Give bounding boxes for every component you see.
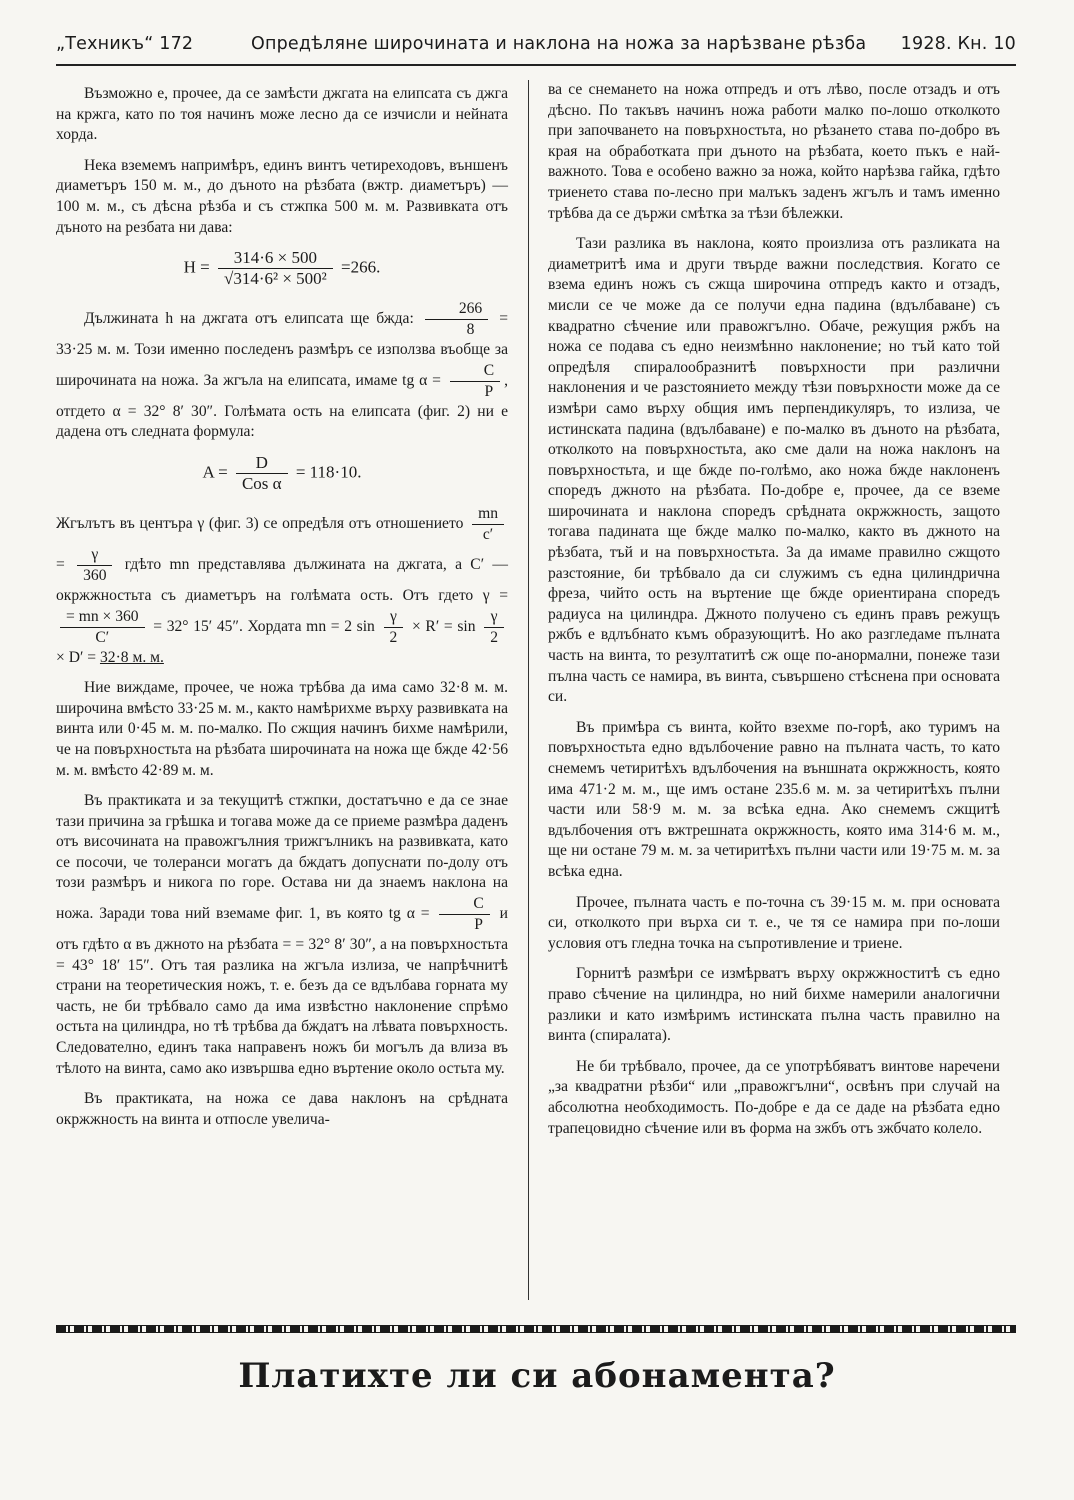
text-run: × R′ = sin: [411, 617, 476, 635]
numerator: C: [439, 894, 489, 915]
fraction: [439, 894, 489, 935]
fraction: [472, 504, 504, 545]
text-run: , отгдето α = 32° 8′ 30″. Голѣмата ость на елипсата (фиг. 2) ни е дадена отъ следната формула:: [56, 371, 508, 441]
paragraph: Не би трѣбвало, прочее, да се употрѣбяватъ винтове наречени „за квадратни рѣзби“ или „правожгълни“, освѣнъ при случай на абсолютна необходимость. По-добре е да се даде на рѣзбата едно трапецовидно сѣчение или въ форма на зжбъ отъ зжбчато колело.: [548, 1057, 1000, 1137]
paragraph: Ние виждаме, прочее, че ножа трѣбва да има само 32·8 м. м. широчина вмѣсто 33·25 м. м., както намѣрихме върху развивката на винта или 0·45 м. м. по-малко. По сжщия начинъ бихме намѣрили, че на повърхностьта на рѣзбата широчината на ножа ще бжде 42·56 м. м. вмѣсто 42·89 м. м.: [56, 679, 508, 779]
subscription-banner: Платихте ли си абонамента?: [238, 1356, 836, 1396]
formula-lhs: H =: [183, 257, 210, 277]
numerator: C: [450, 361, 500, 382]
denominator: P: [484, 382, 494, 400]
ornament-bar: [56, 1325, 1016, 1333]
paragraph: Прочее, пълната часть е по-точна съ 39·15 м. м. при основата си, отколкото при върха си т. е., че тя се намира при по-лоши условия отъ гледна точка на съпротивление и триене.: [548, 893, 1000, 952]
numerator: mn: [472, 504, 504, 525]
text-run: гдѣто mn представлява дължината на джгата, а C′ — окржжностьта съ диаметъръ на голѣмата ость. Отъ гдето γ =: [56, 556, 508, 604]
text-run: =: [56, 556, 65, 574]
paragraph: [56, 504, 508, 668]
fraction: [77, 545, 112, 586]
denominator: c′: [482, 525, 494, 543]
fraction: [450, 361, 500, 402]
text-run: = 32° 15′ 45″. Хордата mn = 2 sin: [153, 617, 375, 635]
formula-rhs: =266.: [341, 257, 381, 277]
denominator: 8: [466, 321, 475, 339]
paragraph: Нека вземемъ напримѣръ, единъ винтъ четиреходовъ, външенъ диаметъръ 150 м. м., до дъното на рѣзбата (вжтр. диаметъръ) — 100 м. м., съ дѣсна рѣзба и съ стжпка 500 м. м. Развивката отъ дъното на резбата ни дава:: [56, 156, 508, 236]
text-run: × D′ =: [56, 648, 97, 666]
text-run: = 33·25 м. м. Този именно последенъ размѣръ се използва въобще за широчината на ножа. За жгъла на елипсата, имаме tg α =: [56, 310, 508, 389]
numerator: 314·6 × 500: [218, 248, 333, 269]
fraction: [484, 607, 504, 648]
right-column: [548, 80, 1000, 1149]
paragraph: Тази разлика въ наклона, която произлиза отъ разликата на диаметритѣ има и други твърде важни последствия. Когато се взема единъ ножъ съ сжща широчина отпредъ както и отзадъ, мисли се че може да се получи една падина (вдълбаване) съ квадратно сѣчение или правожгълно. Обаче, режущия ржбъ на ножа се подава съ едно неизмѣнно наклонение; но тъй като той опредѣля спиралообразнитѣ повърхности при различни наклонения и че разстоянието между тѣзи повърхности може да се измѣри само върху общия имъ перпендикуляръ, то излиза, че истинската падина (вдълбаване) е по-малко въ дъното на рѣзбата, отколкото на повърхностьта, ако сме дали на ножа наклонъ на повърхностьта, и ще бжде по-голѣмо, ако ножа бжде наклоненъ споредъ джното на рѣзбата. По-добре е, прочее, да се вземе широчината и наклона споредъ срѣдната окржжность, защото тогава падината ще бжде малко по-малко, както въ джното на рѣзбата, тъй и на повърхностьта. За да имаме правилно сжщото разстояние, би трѣбвало да си служимъ съ една цилиндрична фреза, чийто ость на въртение ще бжде ориентирана споредъ радиуса на цилиндра. Джното получено съ единъ правъ режущъ ржбъ е вдлъбнато къмъ образующитѣ. Но ако разгледаме пълната часть на винта, то резултатитѣ сж още по-анормални, понеже тази пълна часть се намира, въ винта, съвършено стѣснена при основата си.: [548, 235, 1000, 706]
fraction: [384, 607, 404, 648]
paragraph: Горнитѣ размѣри се измѣрватъ върху окржжноститѣ съ едно право сѣчение на цилиндра, но ний бихме намерили аналогични разлики и като измѣримъ истинската пълна часть правилно на винта (спиралата).: [548, 965, 1000, 1045]
fraction: [425, 299, 488, 340]
fraction: [60, 607, 145, 648]
fraction: [236, 453, 288, 494]
denominator: C′: [95, 628, 110, 646]
paragraph: [56, 791, 508, 1079]
text-run: Въ практиката и за текущитѣ стжпки, достатъчно е да се знае тази причина за грѣшка и тогава може да се приеме размѣра даденъ отъ височината на правожгълния трижгълникъ на развивката, като се посочи, че толеранси могатъ да бждатъ допуснати по-долу отъ този размѣръ и никога по горе. Остава ни да знаемъ наклона на ножа. Заради това ний вземаме фиг. 1, въ която tg α =: [56, 792, 508, 923]
fraction: [218, 248, 333, 289]
column-divider: [528, 80, 529, 1300]
numerator: 266: [425, 299, 488, 320]
text-run: Дължината h на джгата отъ елипсата ще бжда:: [84, 310, 414, 328]
text-run: Жгълътъ въ центъра γ (фиг. 3) се опредѣля отъ отношението: [56, 515, 464, 533]
formula-h: [56, 248, 508, 289]
numerator: γ: [77, 545, 112, 566]
denominator: Cos α: [241, 473, 282, 493]
numerator: D: [236, 453, 288, 474]
result-value: 32·8 м. м.: [99, 648, 164, 666]
journal-name-page: „Техникъ“ 172: [56, 34, 194, 54]
denominator: 2: [389, 628, 398, 646]
formula-a: [56, 453, 508, 494]
left-column: [56, 84, 508, 1140]
numerator: = mn × 360: [60, 607, 145, 628]
ornamental-rule: [56, 1322, 1016, 1336]
text-run: и отъ гдѣто α въ джното на рѣзбата = = 32° 8′ 30″, а на повърхностьта = 43° 18′ 15″. Отъ тая разлика на жгъла излиза, че напрѣчнитѣ страни на теоретическия ножъ, т. е. безъ да се вдълбава горната му часть, не би трѣбвало само да има извѣстно наклонение спрѣмо остьта на цилиндра, но тѣ трѣбва да бждатъ на лѣвата повърхность. Следователно, единъ така направенъ ножъ би могълъ да влиза въ тѣлото на винта, само ако извършва едно въртение около остьта му.: [56, 905, 508, 1077]
issue-number: 1928. Кн. 10: [900, 34, 1016, 54]
paragraph: [56, 299, 508, 443]
numerator: γ: [384, 607, 404, 628]
formula-lhs: A =: [202, 462, 228, 482]
numerator: γ: [484, 607, 504, 628]
article-title: Опредѣляне широчината и наклона на ножа за нарѣзване рѣзба: [251, 34, 867, 54]
denominator: 2: [490, 628, 498, 646]
paragraph: Въ практиката, на ножа се дава наклонъ на срѣдната окржжность на винта и отпосле увелича-: [56, 1090, 508, 1128]
paragraph: ва се снемането на ножа отпредъ и отъ лѣво, после отзадъ и отъ дѣсно. По такъвъ начинъ ножа работи малко по-лошо отколкото при започването на повърхностьта, но рѣзането става по-добро въ края на обработката при дъното на рѣзбата, което пъкъ е най-важното. Това е особено важно за ножа, който нарѣзва гайка, гдѣто триенето става по-лесно при малъкъ заденъ жгълъ и тамъ именно трѣбва да се държи смѣтка за тѣзи бѣлежки.: [548, 81, 1000, 222]
paragraph: Възможно е, прочее, да се замѣсти джгата на елипсата съ джга на кржга, като по тоя начинъ може лесно да се изчисли и нейната хорда.: [56, 85, 508, 144]
denominator: 360: [83, 566, 107, 584]
formula-rhs: = 118·10.: [295, 462, 362, 482]
paragraph: Въ примѣра съ винта, който взехме по-горѣ, ако туримъ на повърхностьта едно вдълбочение равно на пълната часть, то като снемемъ четиритѣхъ вдълбочения на външната окржжность, която има 471·2 м. м., ще имъ остане 235.6 м. м. за четиритѣхъ пълни части или 58·9 м. м. за всѣка една. Ако снемемъ сжщитѣ вдълбочения отъ вжтрешната окржжность, която има 314·6 м. м., ще ни остане 79 м. м. за четиритѣхъ пълни части или 19·75 м. м. за всѣка една.: [548, 718, 1000, 880]
denominator: √314·6² × 500²: [224, 269, 327, 289]
denominator: P: [474, 916, 483, 934]
running-header: [56, 30, 1016, 66]
